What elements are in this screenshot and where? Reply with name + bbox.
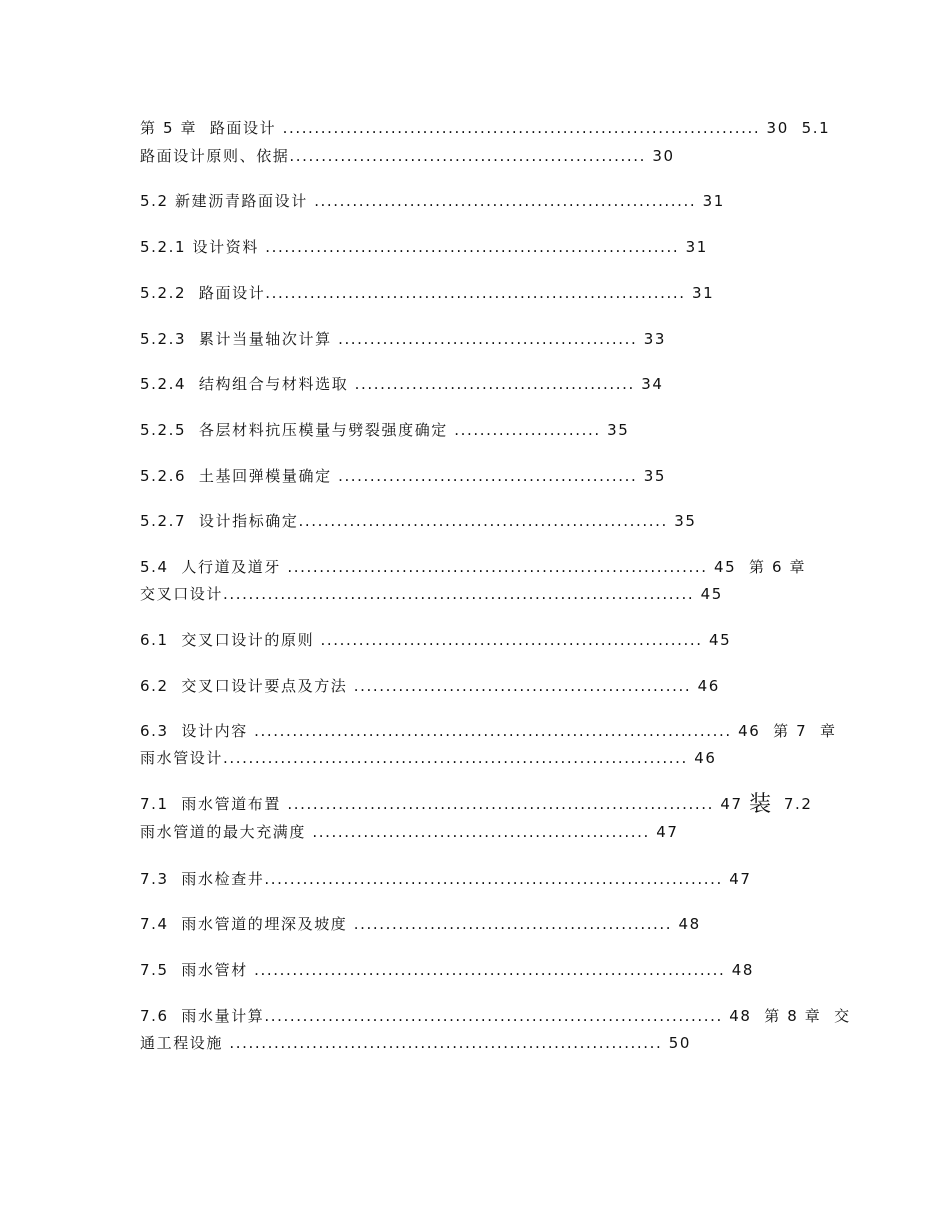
- toc-line-20: 7.4 雨水管道的埋深及坡度 .................................................. 48: [140, 915, 701, 933]
- toc-line-19: 7.3 雨水检查井........................................................................ 47: [140, 870, 752, 888]
- toc-line-7: 5.2.4 结构组合与材料选取 ............................................ 34: [140, 375, 664, 393]
- toc-line-17-text: 7.1 雨水管道布置 ................................................................... 47: [140, 795, 743, 813]
- toc-line-9: 5.2.6 土基回弹模量确定 ............................................... 35: [140, 467, 667, 485]
- toc-line-16: 雨水管设计......................................................................... 46: [140, 749, 717, 767]
- toc-line-1: 第 5 章 路面设计 ........................................................................... 30 5.1: [140, 119, 831, 137]
- toc-line-18: 雨水管道的最大充满度 ..................................................... 47: [140, 823, 679, 841]
- toc-line-5: 5.2.2 路面设计.................................................................. 31: [140, 284, 715, 302]
- toc-line-10: 5.2.7 设计指标确定.......................................................... 35: [140, 512, 697, 530]
- toc-line-8: 5.2.5 各层材料抗压模量与劈裂强度确定 ....................... 35: [140, 421, 630, 439]
- toc-line-21: 7.5 雨水管材 .......................................................................... 48: [140, 961, 755, 979]
- toc-line-6: 5.2.3 累计当量轴次计算 ............................................... 33: [140, 330, 667, 348]
- toc-line-15: 6.3 设计内容 ........................................................................... 46 第 7 章: [140, 722, 837, 740]
- binding-mark: 装: [749, 792, 772, 817]
- toc-line-14: 6.2 交叉口设计要点及方法 ..................................................... 46: [140, 677, 720, 695]
- toc-line-4: 5.2.1 设计资料 ................................................................. 31: [140, 238, 708, 256]
- toc-line-2: 路面设计原则、依据........................................................ 30: [140, 147, 675, 165]
- toc-line-17-suffix: 7.2: [771, 795, 813, 813]
- toc-line-17: [140, 792, 813, 817]
- toc-line-11: 5.4 人行道及道牙 .................................................................. 45 第 6 章: [140, 558, 807, 576]
- toc-line-22: 7.6 雨水量计算........................................................................ 48 第 8 章 交: [140, 1007, 851, 1025]
- toc-line-3: 5.2 新建沥青路面设计 ............................................................ 31: [140, 192, 725, 210]
- toc-line-23: 通工程设施 .................................................................... 50: [140, 1034, 692, 1052]
- toc-line-12: 交叉口设计.......................................................................... 45: [140, 585, 723, 603]
- toc-line-13: 6.1 交叉口设计的原则 ............................................................ 45: [140, 631, 732, 649]
